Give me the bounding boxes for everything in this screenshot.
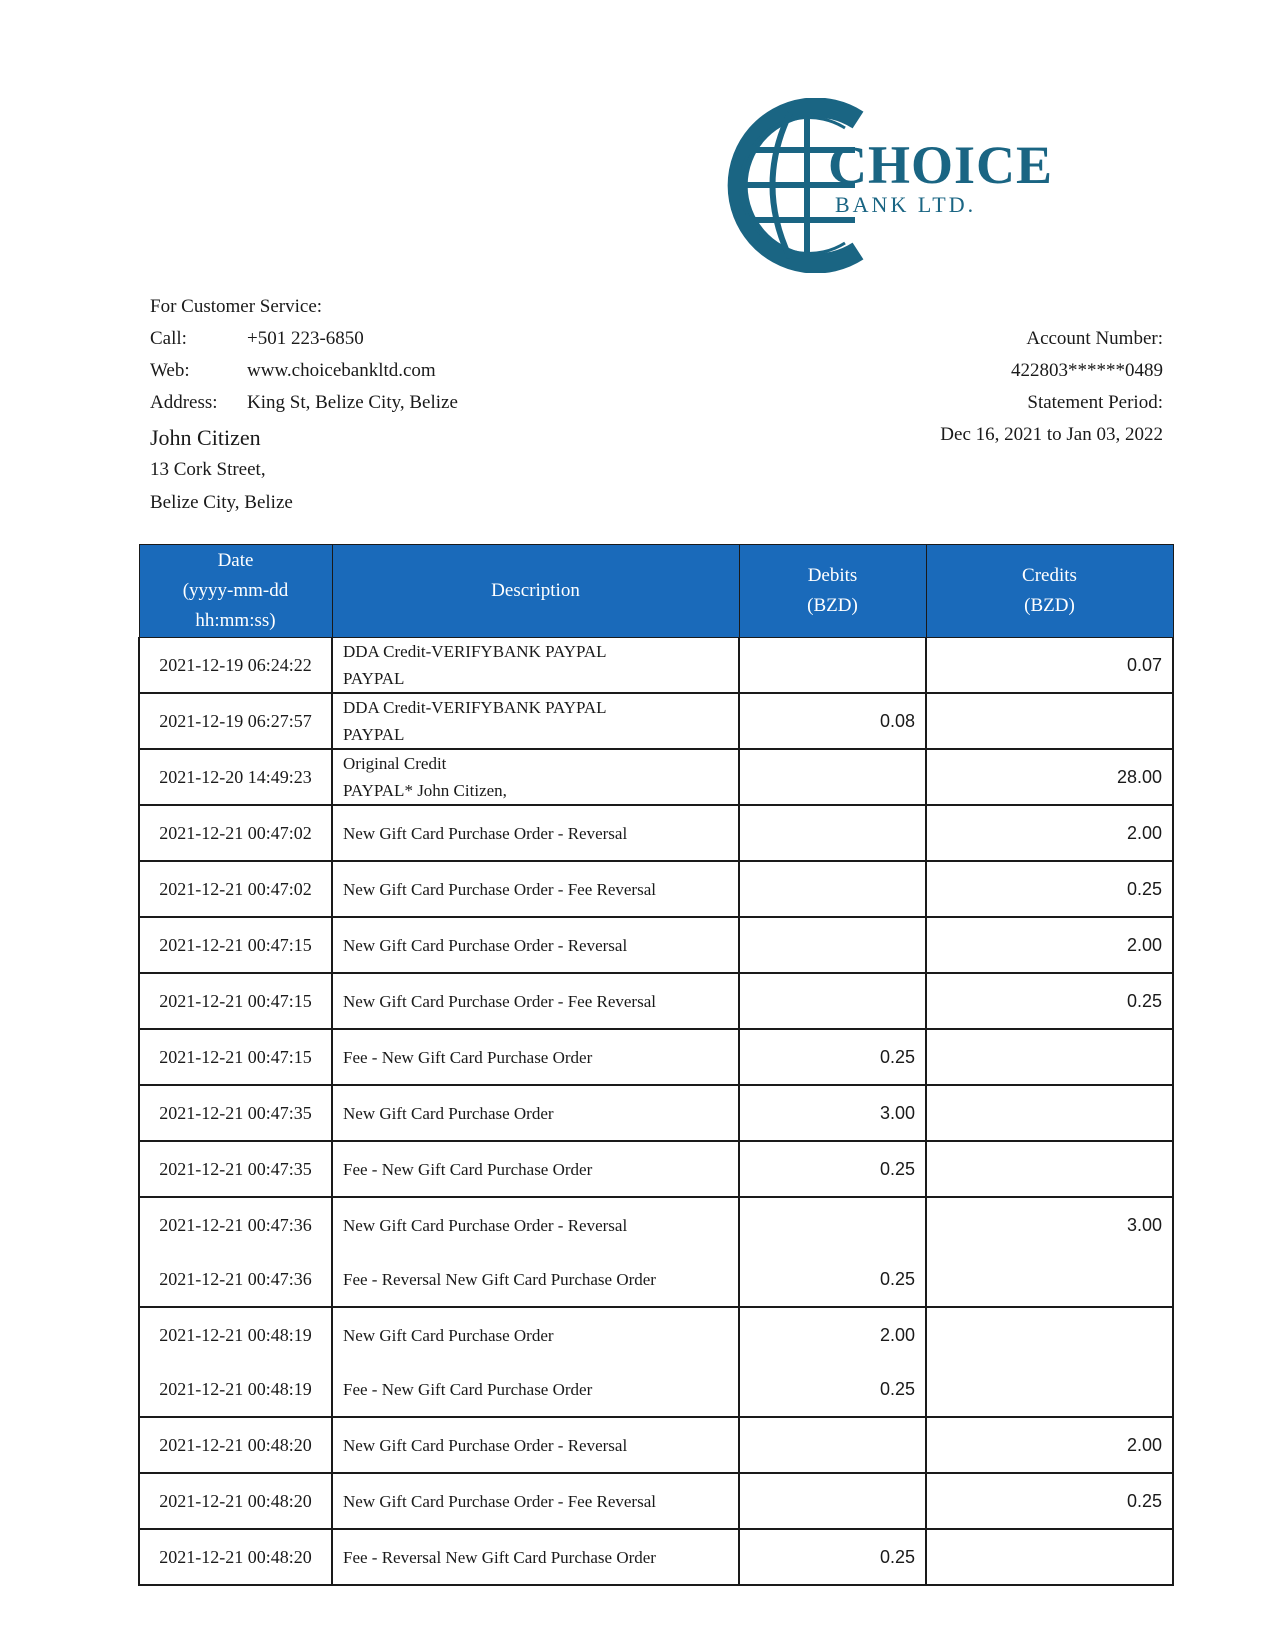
credit-cell: 0.07 xyxy=(926,638,1173,694)
credit-cell xyxy=(926,1085,1173,1141)
debit-cell xyxy=(739,973,926,1029)
date-cell: 2021-12-21 00:47:02 xyxy=(139,861,332,917)
date-cell: 2021-12-21 00:48:20 xyxy=(139,1417,332,1473)
description-cell: New Gift Card Purchase Order - Reversal xyxy=(332,1417,739,1473)
debit-cell xyxy=(739,1197,926,1252)
web-value: www.choicebankltd.com xyxy=(247,360,436,381)
header-description: Description xyxy=(332,545,739,638)
table-row xyxy=(139,861,1173,917)
debit-cell: 0.25 xyxy=(739,1252,926,1307)
table-row xyxy=(139,693,1173,749)
description-cell: New Gift Card Purchase Order - Reversal xyxy=(332,1197,739,1252)
date-cell: 2021-12-21 00:48:19 xyxy=(139,1307,332,1362)
date-cell: 2021-12-20 14:49:23 xyxy=(139,749,332,805)
header-debits xyxy=(739,545,926,638)
debit-cell xyxy=(739,1417,926,1473)
table-row xyxy=(139,1085,1173,1141)
debit-cell xyxy=(739,917,926,973)
description-cell: New Gift Card Purchase Order - Reversal xyxy=(332,917,739,973)
description-cell: New Gift Card Purchase Order - Fee Reversal xyxy=(332,861,739,917)
credit-cell xyxy=(926,693,1173,749)
date-cell: 2021-12-19 06:24:22 xyxy=(139,638,332,694)
debit-cell: 0.25 xyxy=(739,1529,926,1585)
credit-cell xyxy=(926,1362,1173,1417)
credit-cell xyxy=(926,1307,1173,1362)
date-cell: 2021-12-21 00:47:15 xyxy=(139,917,332,973)
date-cell: 2021-12-19 06:27:57 xyxy=(139,693,332,749)
call-value: +501 223-6850 xyxy=(247,328,364,349)
credit-cell: 0.25 xyxy=(926,973,1173,1029)
date-cell: 2021-12-21 00:47:35 xyxy=(139,1141,332,1197)
table-row xyxy=(139,749,1173,805)
customer-address-line1: 13 Cork Street, xyxy=(150,459,266,480)
credit-cell: 28.00 xyxy=(926,749,1173,805)
bank-logo xyxy=(715,98,1060,273)
debit-cell: 0.25 xyxy=(739,1141,926,1197)
web-row xyxy=(150,360,436,382)
description-cell: Fee - New Gift Card Purchase Order xyxy=(332,1029,739,1085)
description-cell: New Gift Card Purchase Order - Reversal xyxy=(332,805,739,861)
call-row xyxy=(150,328,364,350)
header-date xyxy=(139,545,332,638)
date-cell: 2021-12-21 00:48:20 xyxy=(139,1529,332,1585)
debit-cell: 0.08 xyxy=(739,693,926,749)
header-credits-line2: (BZD) xyxy=(1024,595,1075,616)
bank-name: CHOICE xyxy=(828,135,1054,195)
debit-cell: 2.00 xyxy=(739,1307,926,1362)
table-row xyxy=(139,1307,1173,1362)
debit-cell xyxy=(739,749,926,805)
debit-cell: 3.00 xyxy=(739,1085,926,1141)
header-date-line1: Date xyxy=(217,550,254,571)
table-row xyxy=(139,1029,1173,1085)
table-row xyxy=(139,805,1173,861)
date-cell: 2021-12-21 00:47:36 xyxy=(139,1197,332,1252)
table-row xyxy=(139,973,1173,1029)
account-number-label: Account Number: xyxy=(1026,328,1163,349)
credit-cell: 0.25 xyxy=(926,1473,1173,1529)
account-number-value: 422803******0489 xyxy=(1011,360,1163,381)
debit-cell xyxy=(739,861,926,917)
table-row xyxy=(139,1362,1173,1417)
table-row xyxy=(139,917,1173,973)
call-label: Call: xyxy=(150,328,187,349)
address-row xyxy=(150,392,458,414)
customer-service-title: For Customer Service: xyxy=(150,296,323,317)
date-cell: 2021-12-21 00:47:35 xyxy=(139,1085,332,1141)
transactions-table xyxy=(138,544,1174,1586)
credit-cell xyxy=(926,1252,1173,1307)
table-header-row xyxy=(139,545,1173,638)
description-cell: New Gift Card Purchase Order xyxy=(332,1307,739,1362)
table-row xyxy=(139,1473,1173,1529)
address-label: Address: xyxy=(150,392,218,413)
credit-cell: 0.25 xyxy=(926,861,1173,917)
header-date-line3: hh:mm:ss) xyxy=(195,610,276,631)
debit-cell xyxy=(739,805,926,861)
credit-cell: 2.00 xyxy=(926,1417,1173,1473)
header-date-line2: (yyyy-mm-dd xyxy=(182,580,289,601)
description-cell: New Gift Card Purchase Order - Fee Reversal xyxy=(332,1473,739,1529)
credit-cell xyxy=(926,1141,1173,1197)
debit-cell: 0.25 xyxy=(739,1029,926,1085)
description-cell: DDA Credit-VERIFYBANK PAYPAL PAYPAL xyxy=(332,638,739,694)
description-cell: DDA Credit-VERIFYBANK PAYPAL PAYPAL xyxy=(332,693,739,749)
customer-address-line2: Belize City, Belize xyxy=(150,492,293,513)
description-cell: Original Credit PAYPAL* John Citizen, xyxy=(332,749,739,805)
description-cell: New Gift Card Purchase Order xyxy=(332,1085,739,1141)
header-debits-line2: (BZD) xyxy=(807,595,858,616)
description-cell: Fee - Reversal New Gift Card Purchase Order xyxy=(332,1252,739,1307)
header-credits xyxy=(926,545,1173,638)
table-row xyxy=(139,1141,1173,1197)
table-row xyxy=(139,638,1173,694)
debit-cell xyxy=(739,638,926,694)
statement-period-value: Dec 16, 2021 to Jan 03, 2022 xyxy=(940,424,1163,445)
description-cell: New Gift Card Purchase Order - Fee Reversal xyxy=(332,973,739,1029)
debit-cell xyxy=(739,1473,926,1529)
table-row xyxy=(139,1197,1173,1252)
table-row xyxy=(139,1417,1173,1473)
bank-suffix: BANK LTD. xyxy=(835,192,977,217)
date-cell: 2021-12-21 00:47:02 xyxy=(139,805,332,861)
table-row xyxy=(139,1252,1173,1307)
credit-cell xyxy=(926,1029,1173,1085)
credit-cell: 2.00 xyxy=(926,805,1173,861)
header-credits-line1: Credits xyxy=(1022,565,1077,586)
table-row xyxy=(139,1529,1173,1585)
description-cell: Fee - New Gift Card Purchase Order xyxy=(332,1141,739,1197)
date-cell: 2021-12-21 00:48:20 xyxy=(139,1473,332,1529)
header-debits-line1: Debits xyxy=(807,565,858,586)
credit-cell: 3.00 xyxy=(926,1197,1173,1252)
date-cell: 2021-12-21 00:48:19 xyxy=(139,1362,332,1417)
description-cell: Fee - New Gift Card Purchase Order xyxy=(332,1362,739,1417)
date-cell: 2021-12-21 00:47:15 xyxy=(139,1029,332,1085)
customer-name: John Citizen xyxy=(150,425,261,450)
credit-cell: 2.00 xyxy=(926,917,1173,973)
credit-cell xyxy=(926,1529,1173,1585)
date-cell: 2021-12-21 00:47:15 xyxy=(139,973,332,1029)
debit-cell: 0.25 xyxy=(739,1362,926,1417)
web-label: Web: xyxy=(150,360,190,381)
description-cell: Fee - Reversal New Gift Card Purchase Order xyxy=(332,1529,739,1585)
statement-period-label: Statement Period: xyxy=(1027,392,1163,413)
date-cell: 2021-12-21 00:47:36 xyxy=(139,1252,332,1307)
address-value: King St, Belize City, Belize xyxy=(247,392,458,413)
